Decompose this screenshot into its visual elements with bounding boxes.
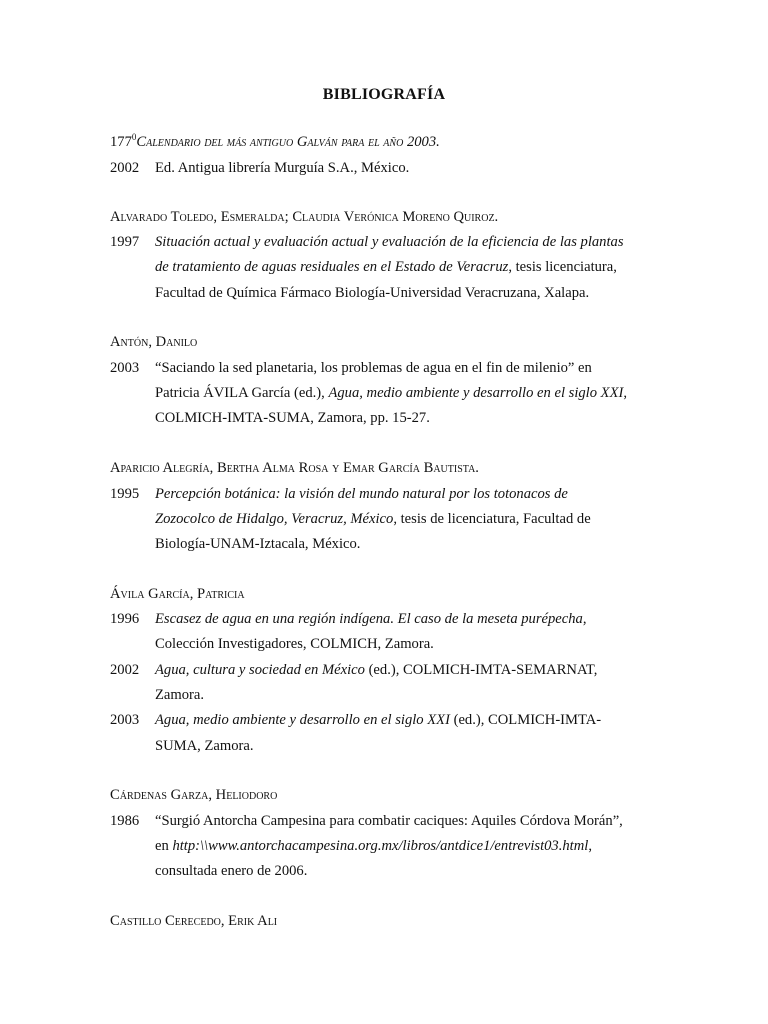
- entry-text: “Saciando la sed planetaria, los problemas de agua en el fin de milenio” en: [155, 360, 592, 376]
- entry-author: Alvarado Toledo, Esmeralda; Claudia Verónica Moreno Quiroz.: [110, 209, 499, 225]
- author-superscript: 0: [131, 132, 137, 142]
- entry-text: [155, 233, 624, 251]
- entry-author: [110, 133, 440, 151]
- entry-text: Zozocolco de Hidalgo, Veracruz, México, tesis de licenciatura, Facultad de: [155, 511, 591, 527]
- entry-author: Cárdenas Garza, Heliodoro: [110, 787, 278, 803]
- entry-text: Zamora.: [155, 687, 205, 703]
- entry-author: Castillo Cerecedo, Erik Ali: [110, 913, 278, 929]
- entry-text: Ed. Antigua librería Murguía S.A., México.: [155, 160, 410, 176]
- entry-year: 2003: [110, 712, 140, 728]
- work-title: de tratamiento de aguas residuales en el Estado de Veracruz: [155, 259, 509, 275]
- entry-text: Agua, medio ambiente y desarrollo en el siglo XXI (ed.), COLMICH-IMTA-: [155, 712, 602, 728]
- work-title: Zozocolco de Hidalgo, Veracruz, México: [155, 511, 394, 527]
- entry-year: 2002: [110, 662, 140, 678]
- author-name: Calendario del más antiguo Galván para el año 2003.: [136, 134, 440, 150]
- entry-year: 1986: [110, 813, 140, 829]
- entry-text: consultada enero de 2006.: [155, 863, 308, 879]
- entry-text: de tratamiento de aguas residuales en el Estado de Veracruz, tesis licenciatura,: [155, 259, 617, 275]
- entry-text: Escasez de agua en una región indígena. El caso de la meseta purépecha,: [155, 611, 587, 627]
- entry-text: COLMICH-IMTA-SUMA, Zamora, pp. 15-27.: [155, 410, 430, 426]
- entry-year: 2002: [110, 160, 140, 176]
- entry-author: Ávila García, Patricia: [110, 586, 245, 602]
- work-title: Agua, cultura y sociedad en México: [155, 662, 365, 678]
- entry-text: Facultad de Química Fármaco Biología-Universidad Veracruzana, Xalapa.: [155, 285, 590, 301]
- page-title: BIBLIOGRAFÍA: [322, 86, 446, 103]
- entry-text: Patricia ÁVILA García (ed.), Agua, medio ambiente y desarrollo en el siglo XXI,: [155, 385, 628, 401]
- entry-text: Agua, cultura y sociedad en México (ed.), COLMICH-IMTA-SEMARNAT,: [155, 662, 598, 678]
- entry-text: Colección Investigadores, COLMICH, Zamora.: [155, 636, 434, 652]
- entry-text: en http:\\www.antorchacampesina.org.mx/libros/antdice1/entrevist03.html,: [155, 838, 592, 854]
- entry-text: [155, 485, 568, 503]
- work-title: Agua, medio ambiente y desarrollo en el siglo XXI: [328, 385, 624, 401]
- entry-year: 1997: [110, 234, 140, 250]
- work-title: Situación actual y evaluación actual y evaluación de la eficiencia de las plantas: [155, 234, 624, 250]
- entry-year: 1996: [110, 611, 140, 627]
- entry-year: 1995: [110, 486, 140, 502]
- entry-text: Biología-UNAM-Iztacala, México.: [155, 536, 361, 552]
- entry-text: SUMA, Zamora.: [155, 738, 254, 754]
- entry-year: 2003: [110, 360, 140, 376]
- work-title: Agua, medio ambiente y desarrollo en el siglo XXI: [155, 712, 450, 728]
- url-link: http:\\www.antorchacampesina.org.mx/libros/antdice1/entrevist03.html: [172, 838, 589, 854]
- entry-author: Antón, Danilo: [110, 334, 198, 350]
- entry-author: Aparicio Alegría, Bertha Alma Rosa y Emar García Bautista.: [110, 460, 479, 476]
- work-title: Escasez de agua en una región indígena. El caso de la meseta purépecha: [155, 611, 583, 627]
- work-title: Percepción botánica: la visión del mundo natural por los totonacos de: [155, 486, 568, 502]
- entry-text: “Surgió Antorcha Campesina para combatir caciques: Aquiles Córdova Morán”,: [155, 813, 623, 829]
- author-prefix: 177: [110, 134, 132, 150]
